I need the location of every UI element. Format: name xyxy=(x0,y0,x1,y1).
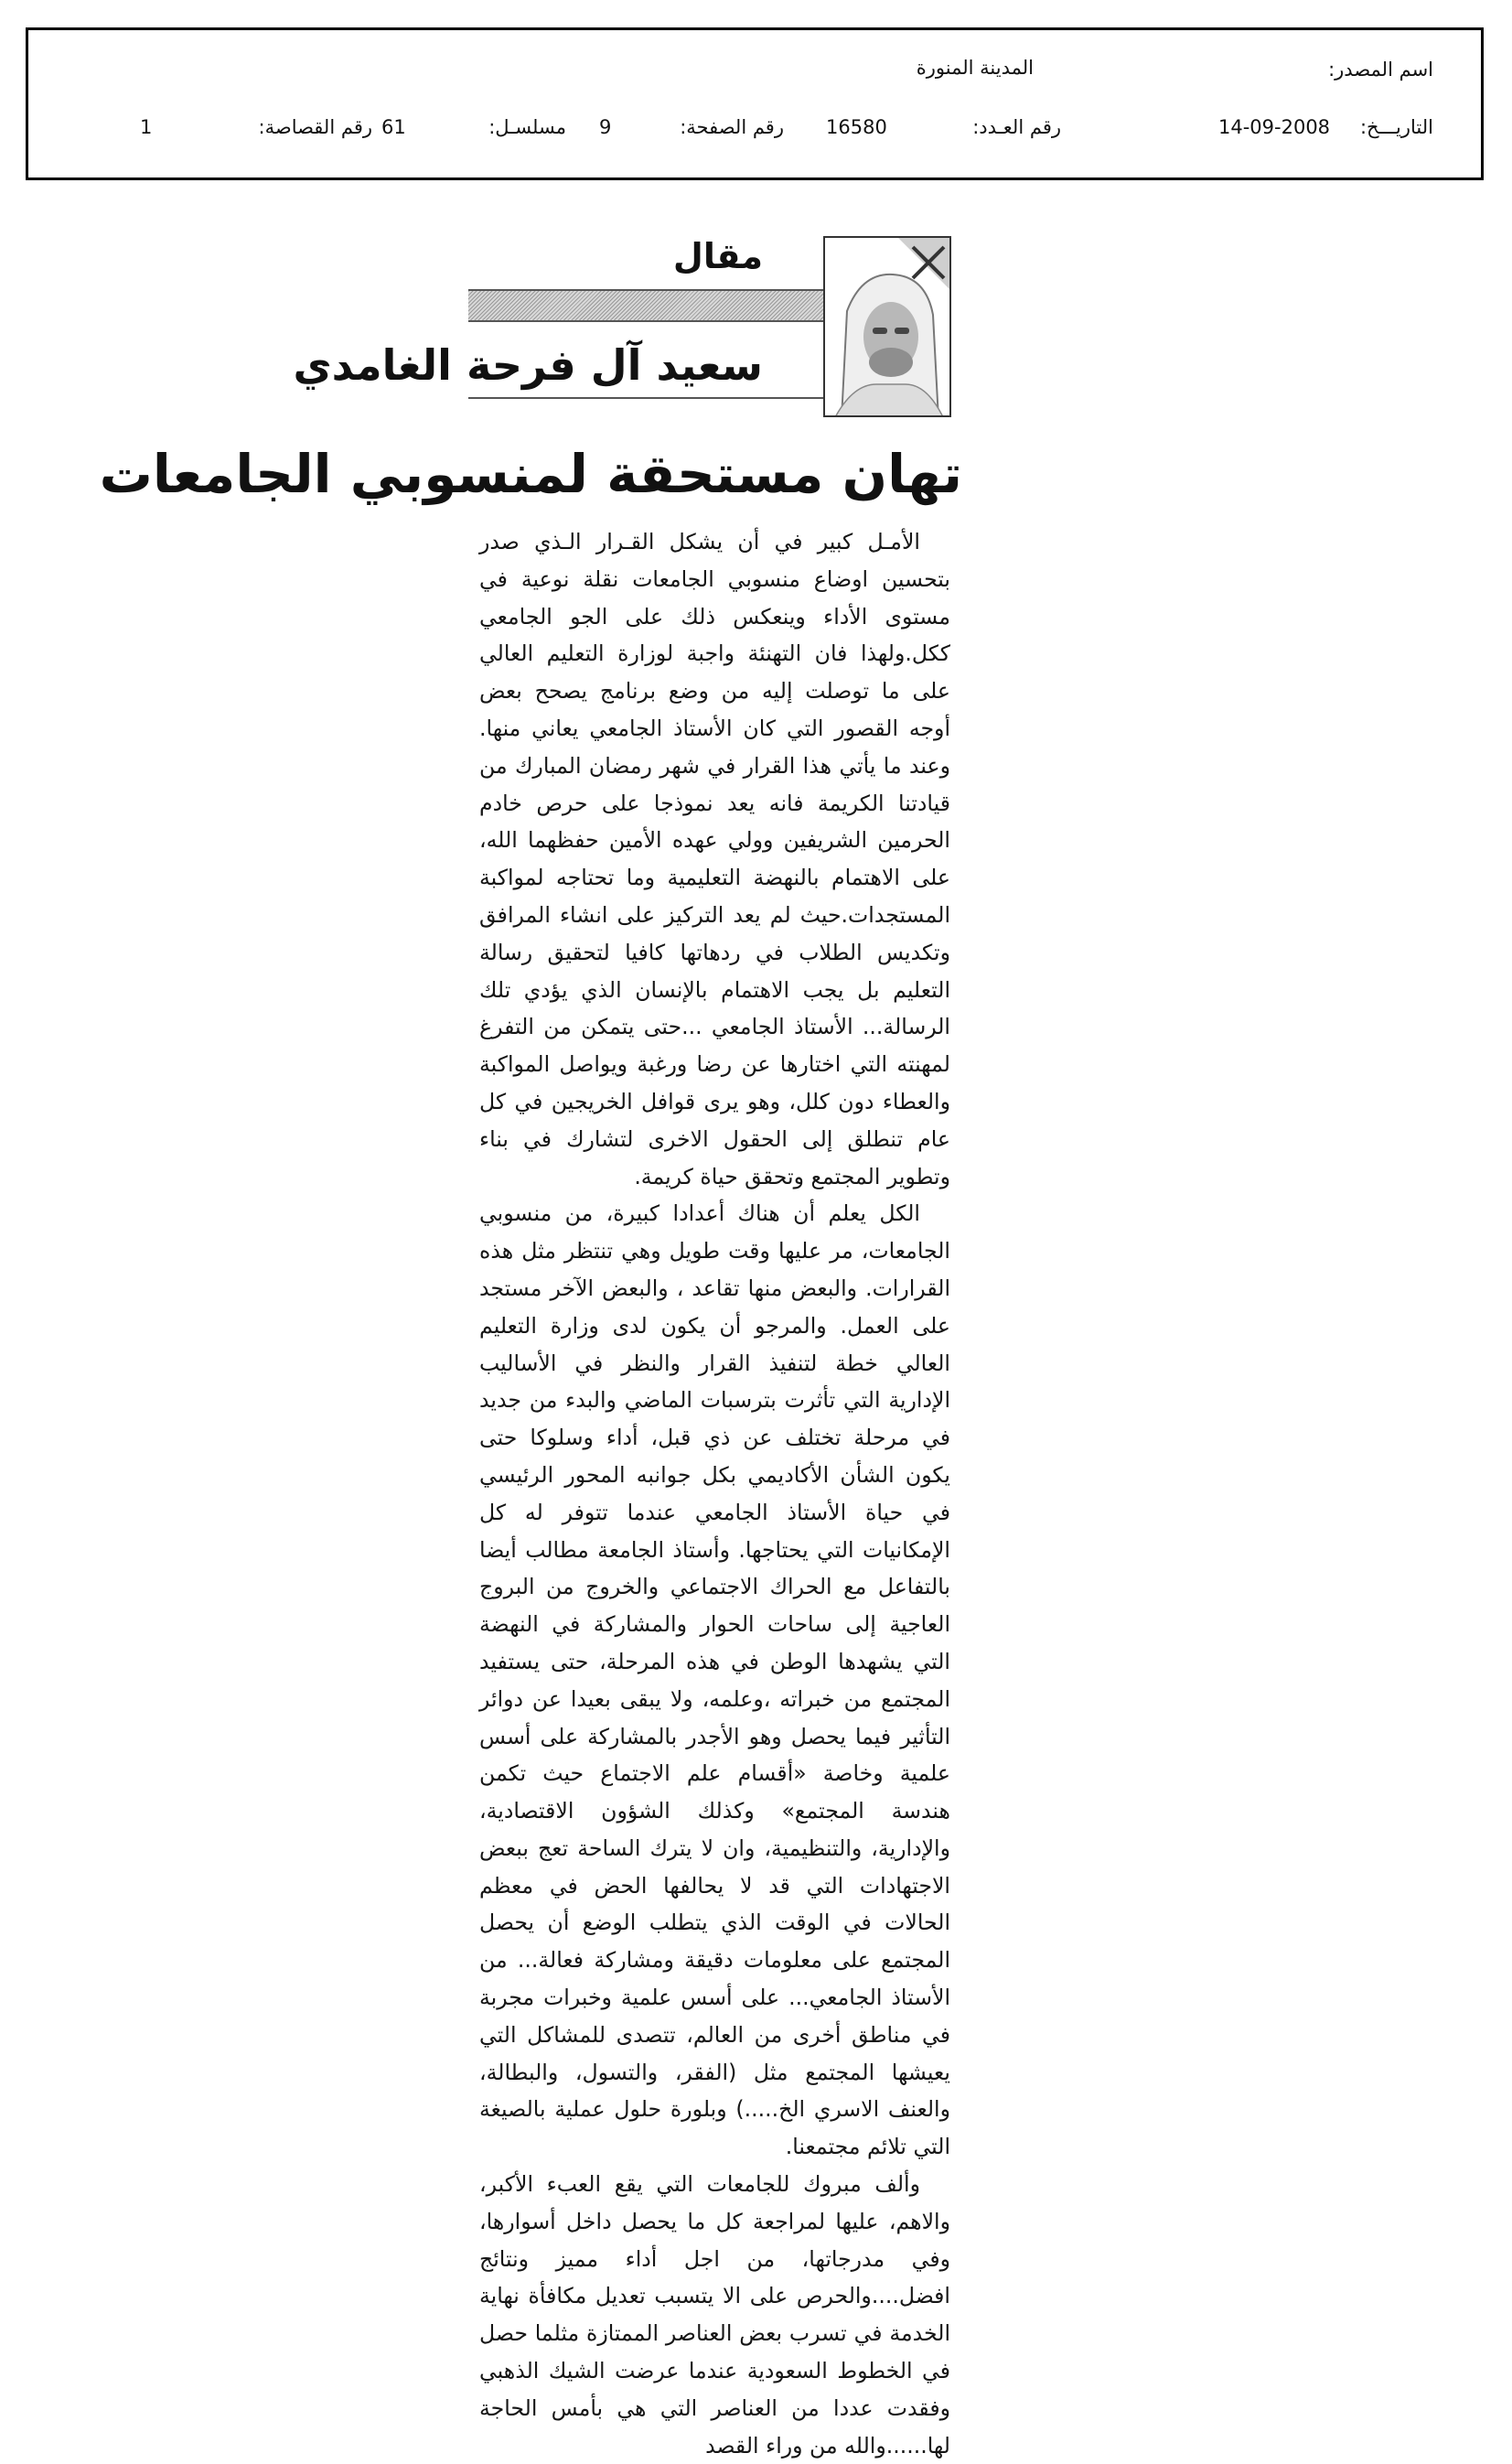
clipping-header xyxy=(26,27,1484,180)
issue-value: 16580 xyxy=(826,116,887,138)
serial-label: مسلسـل: xyxy=(488,116,566,138)
article-paragraph: الأمـل كبير في أن يشكل القـرار الـذي صدر بتحسين اوضاع منسوبي الجامعات نقلة نوعية في مستوى الأداء وينعكس ذلك على الجو الجامعي ككل.ولهذا فان التهنئة واجبة لوزارة التعليم العالي على ما توصلت إليه من وضع برنامج يصحح بعض أوجه القصور التي كان الأستاذ الجامعي يعاني منها. وعند ما يأتي هذا القرار في شهر رمضان المبارك من قيادتنا الكريمة فانه يعد نموذجا على حرص خادم الحرمين الشريفين وولي عهده الأمين حفظهما الله، على الاهتمام بالنهضة التعليمية وما تحتاجه لمواكبة المستجدات.حيث لم يعد التركيز على انشاء المرافق وتكديس الطلاب في ردهاتها كافيا لتحقيق رسالة التعليم بل يجب الاهتمام بالإنسان الذي يؤدي تلك الرسالة... الأستاذ الجامعي ...حتى يتمكن من التفرغ لمهنته التي اختارها عن رضا ورغبة ويواصل المواكبة والعطاء دون كلل، وهو يرى قوافل الخريجين في كل عام تنطلق إلى الحقول الاخرى لتشارك في بناء وتطوير المجتمع وتحقق حياة كريمة. xyxy=(479,529,950,1189)
issue-label: رقم العـدد: xyxy=(972,116,1061,138)
banner-divider xyxy=(468,397,830,399)
author-name: سعيد آل فرحة الغامدي xyxy=(293,340,763,390)
date-label: التاريـــخ: xyxy=(1359,116,1433,138)
serial-value: 61 xyxy=(381,116,406,138)
source-label: اسم المصدر: xyxy=(1328,59,1433,81)
article-body xyxy=(479,523,950,2464)
banner-strip xyxy=(468,289,830,322)
source-value: المدينة المنورة xyxy=(916,57,1034,79)
clip-number-value: 1 xyxy=(140,116,153,138)
article-paragraph: وألف مبروك للجامعات التي يقع العبء الأكبر، والاهم، عليها لمراجعة كل ما يحصل داخل أسوارها، وفي مدرجاتها، من اجل أداء مميز ونتائج افضل....والحرص على الا يتسبب تعديل مكافأة نهاية الخدمة في تسرب بعض العناصر الممتازة مثلما حصل في الخطوط السعودية عندما عرضت الشيك الذهبي وفقدت عددا من العناصر التي هي بأمس الحاجة لها......والله من وراء القصد xyxy=(479,2171,950,2459)
article-paragraph: الكل يعلم أن هناك أعدادا كبيرة، من منسوبي الجامعات، مر عليها وقت طويل وهي تنتظر مثل هذه القرارات. والبعض منها تقاعد ، والبعض الآخر مستجد على العمل. والمرجو أن يكون لدى وزارة التعليم العالي خطة لتنفيذ القرار والنظر في الأساليب الإدارية التي تأثرت بترسبات الماضي والبدء من جديد في مرحلة تختلف عن ذي قبل، أداء وسلوكا حتى يكون الشأن الأكاديمي بكل جوانبه المحور الرئيسي في حياة الأستاذ الجامعي عندما تتوفر له كل الإمكانيات التي يحتاجها. وأستاذ الجامعة مطالب أيضا بالتفاعل مع الحراك الاجتماعي والخروج من البروج العاجية إلى ساحات الحوار والمشاركة في النهضة التي يشهدها الوطن في هذه المرحلة، حتى يستفيد المجتمع من خبراته ،وعلمه، ولا يبقى بعيدا عن دوائر التأثير فيما يحصل وهو الأجدر بالمشاركة على أسس علمية وخاصة «أقسام علم الاجتماع حيث تكمن هندسة المجتمع» وكذلك الشؤون الاقتصادية، والإدارية، والتنظيمية، وان لا يترك الساحة تعج ببعض الاجتهادات التي قد لا يحالفها الحض في معظم الحالات في الوقت الذي يتطلب الوضع أن يحصل المجتمع على معلومات دقيقة ومشاركة فعالة... من الأستاذ الجامعي... على أسس علمية وخبرات مجربة في مناطق أخرى من العالم، تتصدى للمشاكل التي يعيشها المجتمع مثل (الفقر، والتسول، والبطالة، والعنف الاسري الخ.....) وبلورة حلول عملية بالصيغة التي تلائم مجتمعنا. xyxy=(479,1200,950,2160)
article-headline: تهان مستحقة لمنسوبي الجامعات xyxy=(99,443,962,505)
page-label: رقم الصفحة: xyxy=(680,116,784,138)
author-photo xyxy=(823,236,951,417)
page-value: 9 xyxy=(599,116,612,138)
section-label: مقال xyxy=(672,236,763,276)
date-value: 14-09-2008 xyxy=(1218,116,1331,138)
column-banner xyxy=(293,236,873,410)
author-portrait-icon xyxy=(825,238,951,417)
clip-number-label: رقم القصاصة: xyxy=(258,116,372,138)
